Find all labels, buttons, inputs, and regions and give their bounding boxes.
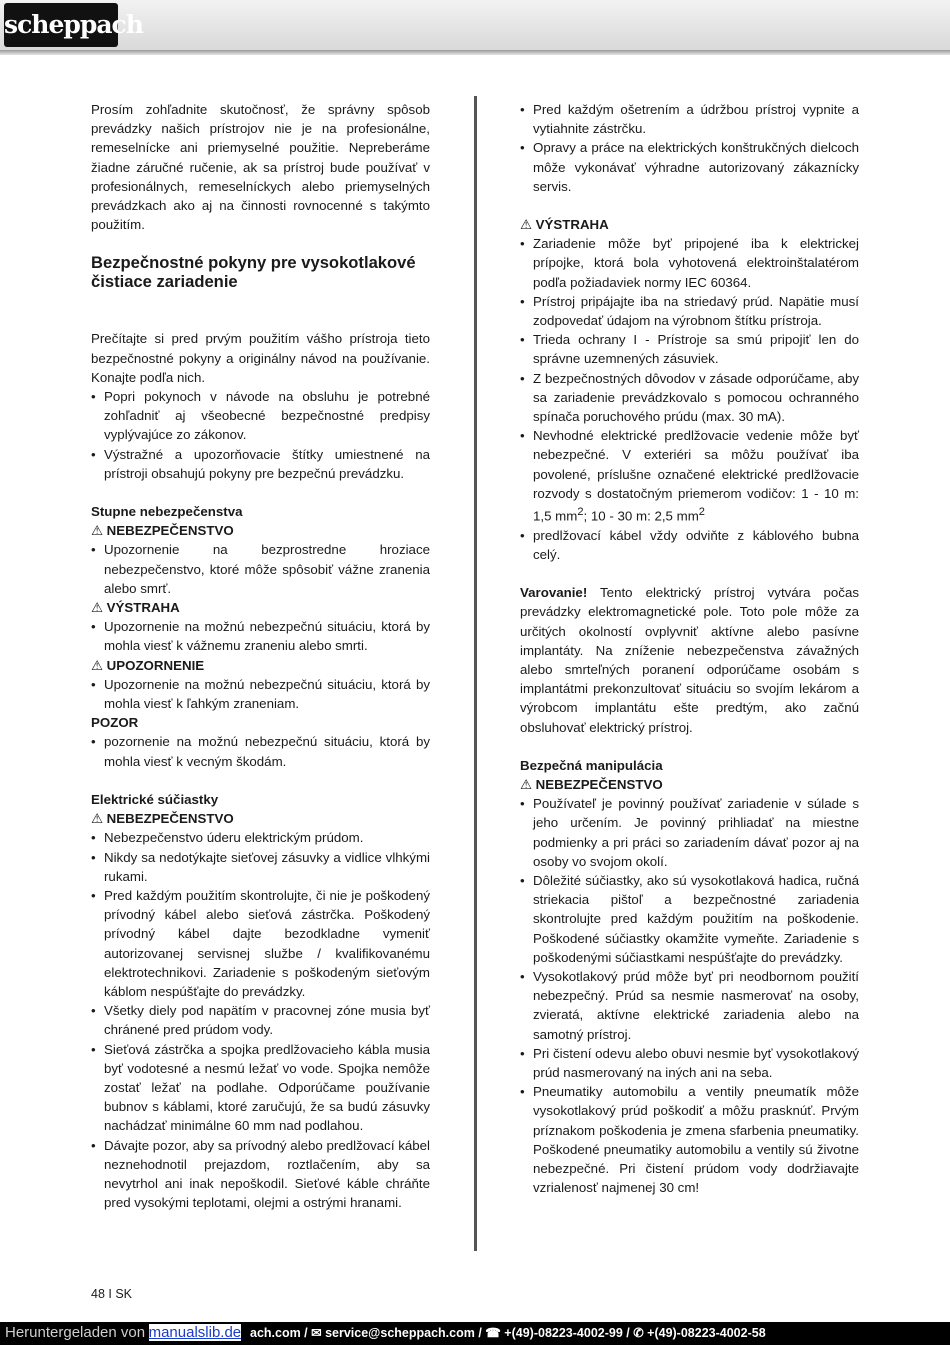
list-item: • Popri pokynoch v návode na obsluhu je potrebné zohľadniť aj všeobecné bezpečnostné predpisy vyplývajúce zo zákonov.	[91, 387, 430, 445]
list-item: • Pred každým ošetrením a údržbou prístroj vypnite a vytiahnite zástrčku.	[520, 100, 859, 138]
downloaded-from: Heruntergeladen von	[5, 1324, 146, 1341]
list-item: • Pri čistení odevu alebo obuvi nesmie byť vysokotlakový prúd nasmerovaný na iných ani na seba.	[520, 1044, 859, 1082]
list-item	[520, 426, 859, 525]
list-item: • Opravy a práce na elektrických konštrukčných dielcoch môže vykonávať výhradne autorizovaný zákaznícky servis.	[520, 138, 859, 196]
list-item: • predlžovací kábel vždy odviňte z káblového bubna celý.	[520, 526, 859, 564]
warning-triangle-icon: ⚠	[91, 811, 103, 827]
section-heading: Bezpečnostné pokyny pre vysokotlakové čistiace zariadenie	[91, 253, 416, 292]
handling-danger-row	[520, 775, 859, 794]
warning-label: VÝSTRAHA	[535, 217, 609, 233]
handling-title: Bezpečná manipulácia	[520, 757, 663, 773]
handling-list	[520, 794, 859, 1197]
danger-label-row	[91, 521, 430, 540]
contact-line: ach.com / ✉ service@scheppach.com / ☎ +(49)-08223-4002-99 / ✆ +(49)-08223-4002-58	[250, 1326, 766, 1340]
list-item: • Dôležité súčiastky, ako sú vysokotlaková hadica, ručná striekacia pištoľ a bezpečnostné zariadenia skontrolujte pred každým použitím na poškodenie. Poškodené súčiastky okamžite vymeňte. Zariadenie s poškodenými súčiastkami nespúšťajte do prevádzky.	[520, 871, 859, 967]
warning-triangle-icon: ⚠	[520, 776, 532, 792]
warning-triangle-icon: ⚠	[520, 217, 532, 233]
emf-label: Varovanie!	[520, 585, 588, 601]
caution-label-row	[91, 656, 430, 675]
list-item: • Výstražné a upozorňovacie štítky umiestnené na prístroji obsahujú pokyny pre bezpečnú prevádzku.	[91, 445, 430, 483]
danger-label: NEBEZPEČENSTVO	[535, 776, 663, 792]
read-list	[91, 387, 430, 483]
list-item: • Dávajte pozor, aby sa prívodný alebo predlžovací kábel neznehodnotil prejazdom, roztlačením, aby sa nevytrhol ani inak nepoškodil. Sieťové káble chráňte pred vysokými teplotami, olejmi a ostrými hranami.	[91, 1136, 430, 1213]
header-rule	[0, 50, 950, 55]
emf-paragraph	[520, 583, 859, 737]
intro-paragraph: Prosím zohľadnite skutočnosť, že správny spôsob prevádzky našich prístrojov nie je na profesionálne, remeselnícke ani priemyselné použitie. Nepreberáme žiadne záručné ručenie, ak sa prístroj bude používať v profesionálnych, remeselníckych alebo priemyselných prevádzkach ako aj na činnosti rovnocenné s takýmto použitím.	[91, 102, 430, 233]
warning-list	[520, 234, 859, 564]
superscript: 2	[577, 506, 584, 519]
read-instructions: Prečítajte si pred prvým použitím vášho prístroja tieto bezpečnostné pokyny a originálny návod na používanie. Konajte podľa nich.	[91, 331, 430, 385]
electrical-title: Elektrické súčiastky	[91, 791, 219, 807]
extension-spec-2: ; 10 - 30 m: 2,5 mm	[583, 508, 699, 524]
left-column	[91, 100, 430, 1212]
list-item: • Vysokotlakový prúd môže byť pri neodbornom použití nebezpečný. Prúd sa nesmie nasmerovať na osoby, zvieratá, aktívne elektrické zariadenia alebo na samotný prístroj.	[520, 967, 859, 1044]
page-header	[0, 0, 950, 50]
manualslib-link[interactable]: manualslib.de	[148, 1324, 242, 1341]
list-item: • Sieťová zástrčka a spojka predlžovacieho kábla musia byť vodotesné a nesmú ležať vo vode. Spojka nemôže zostať ležať na podlahe. Odporúčame používanie bubnov s káblami, ktoré zaručujú, že sa budú zásuvky nachádzať minimálne 60 mm nad podlahou.	[91, 1040, 430, 1136]
caution-label: UPOZORNENIE	[106, 657, 205, 673]
warning-list	[91, 617, 430, 655]
list-item: • Z bezpečnostných dôvodov v zásade odporúčame, aby sa zariadenie prevádzkovalo s pomocou ochranného spínača poruchového prúdu (max. 30 mA).	[520, 369, 859, 427]
right-column	[520, 100, 859, 1197]
electrical-list	[91, 828, 430, 1212]
list-item: • Nikdy sa nedotýkajte sieťovej zásuvky a vidlice vlhkými rukami.	[91, 848, 430, 886]
list-item: • Trieda ochrany I - Prístroje sa smú pripojiť len do správne uzemnených zásuviek.	[520, 330, 859, 368]
list-item: • Pneumatiky automobilu a ventily pneumatík môže vysokotlakový prúd poškodiť a môžu prasknúť. Prvým príznakom poškodenia je zmena sfarbenia pneumatiky. Poškodené pneumatiky automobilu a ventily sú životne nebezpečné. Pri čistení prúdom vody dodržiavajte vzrialenosť najmenej 30 cm!	[520, 1082, 859, 1197]
list-item: • Všetky diely pod napätím v pracovnej zóne musia byť chránené pred prúdom vody.	[91, 1001, 430, 1039]
list-item: • Nebezpečenstvo úderu elektrickým prúdom.	[91, 828, 430, 847]
warning-triangle-icon: ⚠	[91, 657, 103, 673]
danger-label: NEBEZPEČENSTVO	[106, 811, 234, 827]
list-item: • Upozornenie na možnú nebezpečnú situáciu, ktorá by mohla viesť k vážnemu zraneniu alebo smrti.	[91, 617, 430, 655]
notice-label: POZOR	[91, 715, 139, 731]
list-item: • Pred každým použitím skontrolujte, či nie je poškodený prívodný kábel alebo sieťová zástrčka. Poškodený prívodný kábel dajte bezodkladne vymeniť autorizovanej servisnej službe / kvalifikovanému elektrotechnikovi. Zariadenie s poškodeným sieťovým káblom nespúšťajte do prevádzky.	[91, 886, 430, 1001]
page-number: 48 I SK	[91, 1287, 132, 1301]
danger-list	[91, 540, 430, 598]
maintenance-list	[520, 100, 859, 196]
warning-label-row	[520, 215, 859, 234]
scheppach-logo: scheppach	[4, 3, 118, 47]
warning-triangle-icon: ⚠	[91, 523, 103, 539]
emf-text: Tento elektrický prístroj vytvára počas prevádzky elektromagnetické pole. Toto pole môže za určitých okolností ovplyvniť aktívne alebo pasívne implantáty. Na zníženie nebezpečenstva závažných alebo smrteľných poranení odporúčame osobám s implantátmi prekonzultovať situáciu so svojím lekárom a výrobcom implantátu ešte predtým, ako začnú obsluhovať elektrický prístroj.	[520, 585, 859, 735]
list-item: • Používateľ je povinný používať zariadenie v súlade s jeho určením. Je povinný prihliadať na miestne podmienky a pri práci so zariadením dávať pozor aj na osoby vo svojom okolí.	[520, 794, 859, 871]
footer-bar	[0, 1322, 950, 1345]
list-item: • Upozornenie na bezprostredne hroziace nebezpečenstvo, ktoré môže spôsobiť vážne zranenia alebo smrť.	[91, 540, 430, 598]
column-divider	[474, 96, 477, 1251]
list-item: • Zariadenie môže byť pripojené iba k elektrickej prípojke, ktorá bola vyhotovená elektroinštalatérom podľa požiadaviek normy IEC 60364.	[520, 234, 859, 292]
electrical-danger-row	[91, 809, 430, 828]
warning-triangle-icon: ⚠	[91, 600, 103, 616]
extension-spec-1: 1 - 10 m: 1,5 mm	[533, 485, 859, 524]
caution-list	[91, 675, 430, 713]
warning-label: VÝSTRAHA	[106, 600, 180, 616]
list-item: • Upozornenie na možnú nebezpečnú situáciu, ktorá by mohla viesť k ľahkým zraneniam.	[91, 675, 430, 713]
extension-text: Nevhodné elektrické predlžovacie vedenie môže byť nebezpečné. V exteriéri sa môžu používať iba povolené, príslušne označené elektrické predlžovacie rozvody s dostatočným priemerom vodičov:	[533, 428, 859, 501]
superscript: 2	[698, 506, 705, 519]
notice-list	[91, 732, 430, 770]
list-item: • pozornenie na možnú nebezpečnú situáciu, ktorá by mohla viesť k vecným škodám.	[91, 732, 430, 770]
warning-label-row	[91, 598, 430, 617]
danger-label: NEBEZPEČENSTVO	[106, 523, 234, 539]
levels-title: Stupne nebezpečenstva	[91, 504, 243, 520]
list-item: • Prístroj pripájajte iba na striedavý prúd. Napätie musí zodpovedať údajom na výrobnom štítku prístroja.	[520, 292, 859, 330]
